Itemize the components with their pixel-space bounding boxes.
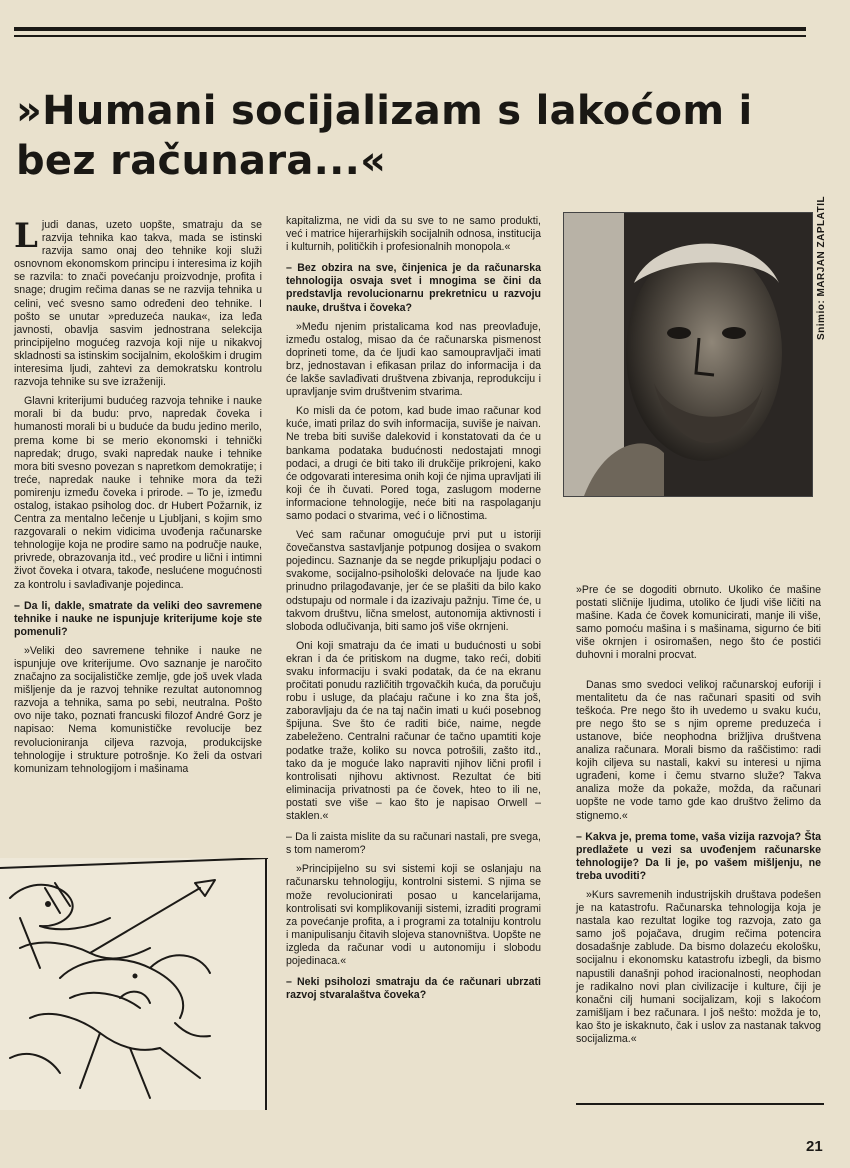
paragraph: »Među njenim pristalicama kod nas preovlađuje, između ostalog, misao da će računarska pismenost doprineti tome, da će ljudi kao samoupravljači imati brz, jednostavan i efikasan prilaz do informacija i da će lakše savlađivati društvena zbivanja, reprodukciju i upravljanje svim društvenim stvarima. <box>286 320 541 399</box>
paragraph: »Veliki deo savremene tehnike i nauke ne ispunjuje ove kriterijume. Ovo saznanje je naročito značajno za socijalističke zemlje, gde još uvek vlada mišljenje da je razvoj tehnike rezultat autonomnog razvoja a tehnika, sama po sebi, neutralna. Pošto ovo nije tako, poznati francuski filozof André Gorz je napisao: Nema komunističke revolucije bez revolucioniranja ciljeva razvoja, produkcijske tehnologije i strukture potrošnje. Ko želi da ostvari komunizam tehnologijom i mašinama <box>14 644 262 775</box>
paragraph: Oni koji smatraju da će imati u budućnosti u sobi ekran i da će pritiskom na dugme, tako reći, dobiti svaku informaciju i svaki podatak, da će na ekranu pročitati ponudu različitih trgovačkih kuća, da poručuju robu i usluge, da plaćaju račune i ko zna šta još, zaboravljaju da će na taj način imati u kući posebnog špijuna. Sve što će raditi biće, naime, negde zabeleženo. Centralni računar će tačno upamtiti koje podatke traže, koliko su novca potrošili, zašto itd., tako da je moguće lako napraviti njihov lični profil i kontrolisati njihovu aktivnost. Rezultat će biti eliminacija privatnosti pa će čovek, hteo to ili ne, postati sve više – kao što je napisao Orwell – staklen.« <box>286 639 541 823</box>
interview-question: – Kakva je, prema tome, vaša vizija razvoja? Šta predlažete u vezi sa uvođenjem računarske tehnologije? Da li je, po vašem mišljenju, ne treba uvoditi? <box>576 830 821 882</box>
knight-illustration <box>0 858 268 1110</box>
column-1 <box>14 216 262 782</box>
photo-credit: Snimio: MARJAN ZAPLATIL <box>816 195 827 340</box>
paragraph: Već sam računar omogućuje prvi put u istoriji čovečanstva sastavljanje potpunog dosijea o svakom pojedincu. Saznanje da se negde prikupljaju podaci o svakome, socijalno-psihološki delovaće na ljude kao prinudno prilagođavanje, jer će se plašiti da bilo kako odstupaju od normale i da izazivaju pažnju. Time će, u takvom društvu, lična smelost, autonomija aktivnosti i sloboda odlučivanja, biti samo još više okrnjeni. <box>286 529 541 633</box>
column-2 <box>286 215 541 1008</box>
article-title: »Humani socijalizam s lakoćom i bez računara...« <box>16 88 753 184</box>
top-rule-thick <box>14 27 806 31</box>
paragraph: Glavni kriterijumi budućeg razvoja tehnike i nauke morali bi da budu: prvo, napredak čoveka i humanosti morali bi u buduće da budu jedino merilo, prema kome bi se merio ekonomski i tehnički napredak; drugo, svaki napredak nauke i tehnike mora biti svesno povezan s napretkom demokratije; i treće, napredak nauke i tehnike mora da teži pomirenju između čoveka i prirode. – To je, između ostalog, istakao psiholog doc. dr Hubert Požarnik, iz Centra za mentalno lečenje u Ljubljani, s kojim smo razgovarali o nekim vidicima uvođenja računarske tehnologije koja ne prodire samo na područje nauke, privrede, obrazovanja itd., već prodire u lični i intimni život čoveka i otvara, takođe, neslućene mogućnosti za kontrolu i savlađivanje pojedinca. <box>14 395 262 591</box>
interview-question: – Da li zaista mislite da su računari nastali, pre svega, s tom namerom? <box>286 831 541 857</box>
interview-question: – Da li, dakle, smatrate da veliki deo savremene tehnike i nauke ne ispunjuje kriterijume koje ste pomenuli? <box>14 599 262 638</box>
portrait-image <box>564 213 812 496</box>
paragraph: »Principijelno su svi sistemi koji se oslanjaju na računarsku tehnologiju, kontrolni sistemi. S njima se može revolucionirati posao u kancelarijama, kontrolisati svi komplikovaniji sistemi, izraditi programi za povećanje profita, a i programi za totalniju kontrolu i manipulisanju čitavih slojeva stanovništva. Uopšte ne izgleda da računar vodi u autonomiju i slobodu pojedinaca.« <box>286 863 541 967</box>
portrait-photo <box>563 212 813 497</box>
page-number: 21 <box>806 1138 823 1155</box>
bottom-rule <box>576 1103 824 1105</box>
interview-question: – Neki psiholozi smatraju da će računari ubrzati razvoj stvaralaštva čoveka? <box>286 976 541 1002</box>
drop-cap: L <box>14 216 38 256</box>
paragraph: »Pre će se dogoditi obrnuto. Ukoliko će mašine postati sličnije ljudima, utoliko će ljudi više ličiti na mašine. Kada će čovek komunicirati, manje ili više, samo pomoću mašina i s mašinama, sigurno će biti više okrnjen i osiromašen, nego što će postići duhovni i moralni procvat. <box>576 584 821 662</box>
paragraph: »Kurs savremenih industrijskih društava podešen je na katastrofu. Računarska tehnologija koja je nastala kao rezultat logike tog razvoja, zato ga samo još pojačava, drugim rečima potencira dosadašnje zablude. Da bismo dolazeću ekološku, socijalnu i ekonomsku katastrofu izbegli, da bismo napustili današnji pohod iracionalnosti, neophodan je radikalno novi plan civilizacije i kulture, čiji je konačni cilj humani socijalizam, koji s lakoćom zamišljam i bez računara. I još nešto: možda je to, kao što je iskaknuto, čak i uslov za nastanak takvog socijalizma.« <box>576 888 821 1045</box>
paragraph: Danas smo svedoci velikoj računarskoj euforiji i mentalitetu da će nas računari spasiti od svih teškoća. Pre nego što ih uvedemo u svaku kuću, pre nego što se s njim opreme preduzeća i ustanove, biće neophodna brižljiva društvena analiza računara. Morali bismo da raščistimo: radi kojih ciljeva su nastali, kakvi su interesi u njima ugrađeni, kome i čemu stvarno služe? Takva analiza može da pokaže, možda, da računari uopšte ne vode tamo gde kao društvo želimo da stignemo.« <box>576 678 821 822</box>
top-rule-thin <box>14 35 806 37</box>
column-3 <box>576 584 821 1052</box>
paragraph: kapitalizma, ne vidi da su sve to ne samo produkti, već i matrice hijerarhijskih socijalnih odnosa, institucija i kulturnih, političkih i profesionalnih monopola.« <box>286 215 541 254</box>
paragraph: Ko misli da će potom, kad bude imao računar kod kuće, imati prilaz do svih informacija, suviše je naivan. Ne treba biti suviše dalekovid i konstatovati da će u bankama podataka budućnosti nedostajati mnogi podaci, a drugi će biti tako ili drukčije prikrojeni, kako će odgovarati interesima onih koji će njima upravljati ili koji će ih čuvati. Pored toga, zaslugom moderne informacione tehnologije, neće biti na raspolaganju samo podaci o stvarima, već i o ličnostima. <box>286 405 541 522</box>
interview-question: – Bez obzira na sve, činjenica je da računarska tehnologija osvaja svet i mnogima se čini da predstavlja revolucionarnu prekretnicu u razvoju nauke, društva i čoveka? <box>286 262 541 314</box>
knight-drawing <box>0 858 268 1110</box>
paragraph: judi danas, uzeto uopšte, smatraju da se razvija tehnika kao takva, mada se istinski razvija samo onaj deo tehnike koji služi osnovnom ekonomskom principu i interesima iz kojih se razvila: to znači povećanju proizvodnje, profita i snage; drugim rečima danas se ne razvija tehnika u celini, već svesno samo određeni deo tehnike. I pošto se unutar »preduzeća nauka«, iza leđa javnosti, obavlja sasvim jednostrana selekcija principijelno mogućeg razvoja koji nije u nikakvoj skladnosti sa istinskim socijalnim, ekološkim i drugim interesima ljudi, zahtevi za demokratsku kontrolu razvoja tehnike su sve izraženiji. <box>14 219 262 389</box>
